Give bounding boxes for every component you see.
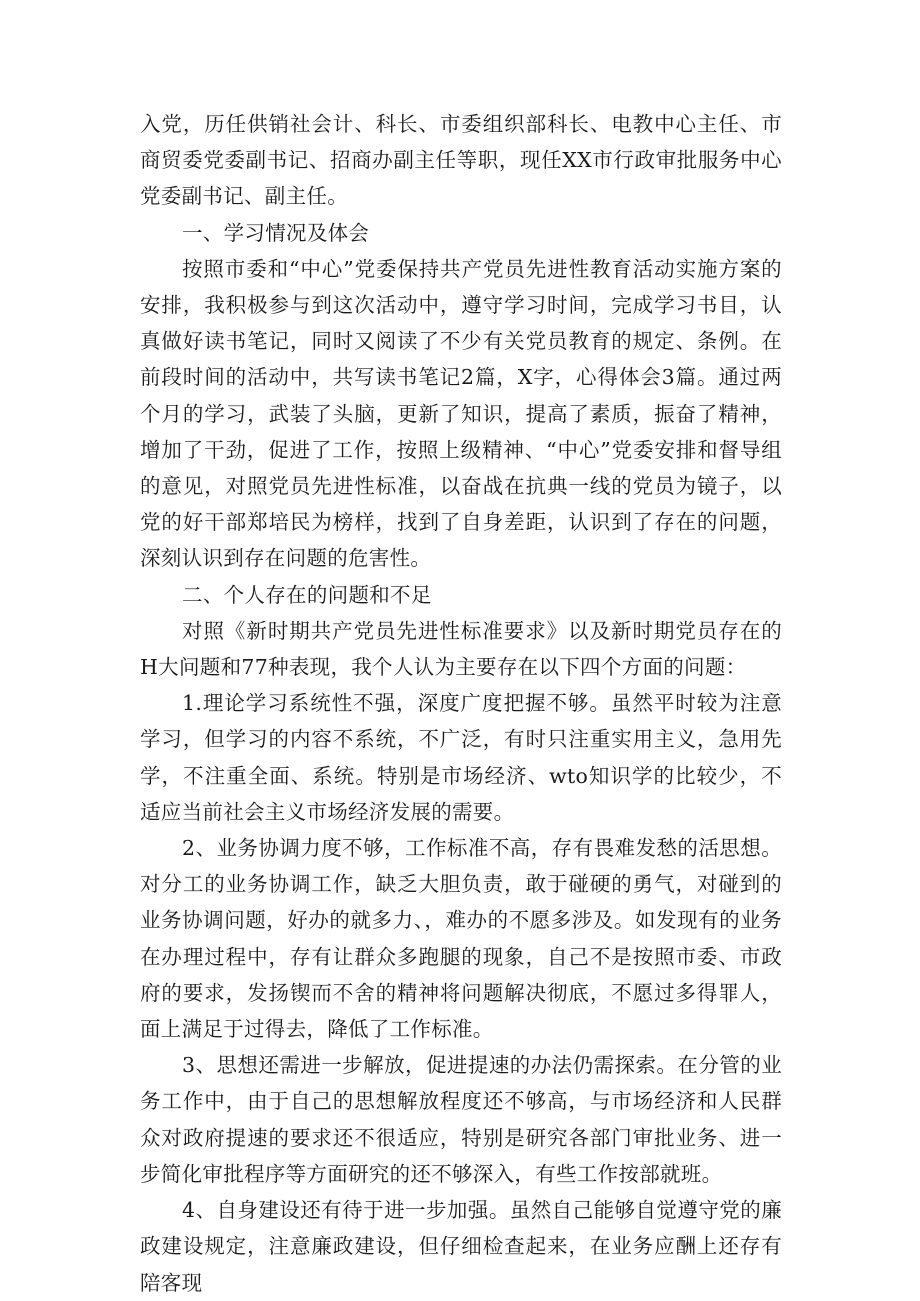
paragraph-problem-1: 1.理论学习系统性不强，深度广度把握不够。虽然平时较为注意学习，但学习的内容不系统，不广泛，有时只注重实用主义，急用先学，不注重全面、系统。特别是市场经济、wto知识学的比较少，不适应当前社会主义市场经济发展的需要。	[140, 691, 782, 824]
document-body	[140, 106, 782, 1301]
paragraph-study-details: 按照市委和“中心”党委保持共产党员先进性教育活动实施方案的安排，我积极参与到这次活动中，遵守学习时间，完成学习书目，认真做好读书笔记，同时又阅读了不少有关党员教育的规定、条例。在前段时间的活动中，共写读书笔记2篇，X字，心得体会3篇。通过两个月的学习，武装了头脑，更新了知识，提高了素质，振奋了精神，增加了干劲，促进了工作，按照上级精神、“中心”党委安排和督导组的意见，对照党员先进性标准，以奋战在抗典一线的党员为镜子，以党的好干部郑培民为榜样，找到了自身差距，认识到了存在的问题，深刻认识到存在问题的危害性。	[140, 256, 782, 571]
paragraph-continuation: 入党，历任供销社会计、科长、市委组织部科长、电教中心主任、市商贸委党委副书记、招商办副主任等职，现任XX市行政审批服务中心党委副书记、副主任。	[140, 112, 782, 209]
paragraph-problem-3: 3、思想还需进一步解放，促进提速的办法仍需探索。在分管的业务工作中，由于自己的思想解放程度还不够高，与市场经济和人民群众对政府提速的要求还不很适应，特别是研究各部门审批业务、进一步简化审批程序等方面研究的还不够深入，有些工作按部就班。	[140, 1053, 782, 1186]
section-heading-problems: 二、个人存在的问题和不足	[182, 582, 432, 607]
paragraph-problem-2: 2、业务协调力度不够，工作标准不高，存有畏难发愁的活思想。对分工的业务协调工作，缺乏大胆负责，敢于碰硬的勇气，对碰到的业务协调问题，好办的就多力、，难办的不愿多涉及。如发现有的业务在办理过程中，存有让群众多跑腿的现象，自己不是按照市委、市政府的要求，发扬锲而不舍的精神将问题解决彻底，不愿过多得罪人，面上满足于过得去，降低了工作标准。	[140, 836, 782, 1042]
section-heading-study: 一、学习情况及体会	[182, 220, 370, 245]
paragraph-problems-intro: 对照《新时期共产党员先进性标准要求》以及新时期党员存在的H大问题和77种表现，我个人认为主要存在以下四个方面的问题：	[140, 618, 782, 680]
paragraph-problem-4: 4、自身建设还有待于进一步加强。虽然自己能够自觉遵守党的廉政建设规定，注意廉政建设，但仔细检查起来，在业务应酬上还存有陪客现	[140, 1198, 782, 1295]
